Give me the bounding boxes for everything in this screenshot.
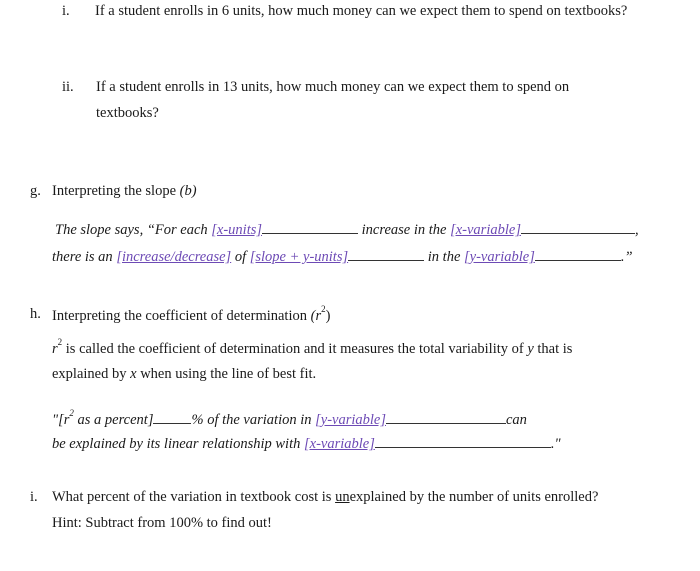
- r2-fill-mid: % of the variation in: [191, 411, 316, 428]
- r2-sentence-line1: [52, 410, 527, 429]
- item-ii-question-line2: textbooks?: [96, 105, 159, 121]
- item-ii-marker: ii.: [62, 79, 74, 95]
- section-g-heading-text: Interpreting the slope: [52, 183, 180, 199]
- r2-para-line2-a: explained by: [52, 366, 131, 382]
- slope-line2-in: in the: [424, 249, 465, 265]
- r2-para-y: y: [527, 340, 534, 357]
- section-i-question: [52, 489, 598, 506]
- slope-sentence-line2: [52, 249, 633, 266]
- x-variable-placeholder: [x-variable]: [450, 222, 521, 238]
- slope-line2-prefix: there is an: [52, 249, 117, 265]
- r2-percent-blank: [153, 422, 191, 424]
- section-i-question-a: What percent of the variation in textbook cost is: [52, 489, 336, 505]
- slope-units-blank: [348, 259, 424, 261]
- slope-units-placeholder: [slope + y-units]: [249, 249, 349, 265]
- r2-para-exp: 2: [57, 337, 63, 347]
- h-y-variable-placeholder: [y-variable]: [315, 411, 386, 428]
- section-h-heading-var: (r: [310, 307, 322, 324]
- section-i-hint: Hint: Subtract from 100% to find out!: [52, 515, 272, 531]
- r2-fill-exp: 2: [69, 408, 74, 418]
- slope-sentence-line1: [55, 222, 639, 239]
- section-h-heading-close: ): [325, 307, 331, 324]
- h-y-variable-blank: [386, 422, 506, 424]
- r2-para-line1: is called the coefficient of determination and it measures the total variability of: [62, 340, 528, 357]
- increase-decrease-placeholder: [increase/decrease]: [116, 249, 232, 265]
- x-variable-blank: [521, 232, 635, 234]
- y-variable-blank: [535, 259, 621, 261]
- section-i-question-underline: un: [335, 489, 350, 505]
- slope-line1-prefix: The slope says, “For each: [55, 222, 212, 238]
- y-variable-placeholder: [y-variable]: [464, 249, 535, 265]
- section-h-heading-text: Interpreting the coefficient of determination: [52, 307, 311, 324]
- h-x-variable-blank: [375, 446, 551, 448]
- x-units-placeholder: [x-units]: [211, 222, 263, 238]
- item-i-question: If a student enrolls in 6 units, how much money can we expect them to spend on textbooks?: [95, 3, 628, 19]
- r2-para-r: r: [52, 340, 58, 357]
- r2-sentence-line2: [52, 436, 561, 453]
- section-h-heading-exp: 2: [321, 304, 326, 314]
- item-ii-question-line1: If a student enrolls in 13 units, how much money can we expect them to spend on: [96, 79, 570, 95]
- section-g-heading: [52, 183, 197, 200]
- r2-paragraph-line2: [52, 366, 316, 383]
- item-i-marker: i.: [62, 3, 70, 19]
- r2-fill-pct: as a percent]: [73, 411, 154, 428]
- section-h-marker: h.: [30, 306, 41, 322]
- section-i-marker: i.: [30, 489, 38, 505]
- r2-fill-open: "[r: [52, 411, 70, 428]
- r2-fill2-prefix: be explained by its linear relationship with: [52, 436, 304, 452]
- slope-line1-end: ,: [634, 222, 639, 238]
- section-h-heading: [52, 306, 330, 325]
- slope-line2-end: .”: [620, 249, 633, 265]
- r2-para-line2-b: when using the line of best fit.: [136, 366, 317, 382]
- r2-para-line1-end: that is: [533, 340, 573, 357]
- r2-para-x: x: [130, 366, 137, 382]
- section-g-heading-var: (b): [179, 183, 197, 199]
- slope-line2-of: of: [231, 249, 250, 265]
- r2-paragraph-line1: [52, 339, 572, 358]
- x-units-blank: [262, 232, 358, 234]
- section-i-question-b: explained by the number of units enrolled?: [349, 489, 599, 505]
- section-g-marker: g.: [30, 183, 41, 199]
- h-x-variable-placeholder: [x-variable]: [303, 436, 375, 452]
- r2-fill2-end: .": [550, 436, 561, 452]
- slope-line1-mid: increase in the: [358, 222, 451, 238]
- r2-fill-can: can: [506, 411, 527, 428]
